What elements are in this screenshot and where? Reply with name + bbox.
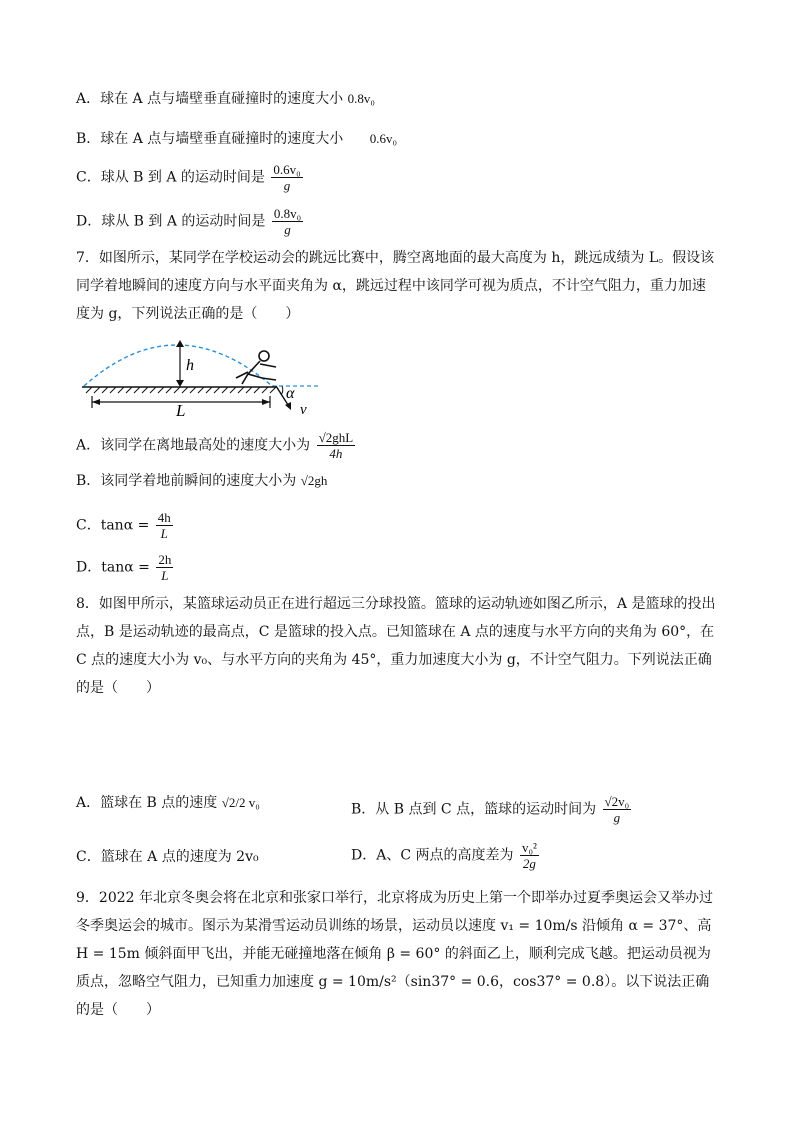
v-label: v (300, 402, 307, 418)
height-arrow-head-bottom (176, 380, 184, 387)
q6-option-b (76, 130, 397, 148)
fraction-numerator: √2v₀ (604, 794, 630, 809)
q7-option-b-value: √2gh (300, 473, 328, 488)
velocity-arrow-head (285, 402, 291, 410)
q8-stem: 8．如图甲所示，某篮球运动员正在进行超远三分球投篮。篮球的运动轨迹如图乙所示，A 是篮球的投出点，B 是运动轨迹的最高点，C 是篮球的投入点。已知篮球在 A 点的速度与水平方向的夹角为 60°，在 C 点的速度大小为 v₀、与水平方向的夹角为 45°，重力加速度大小为 g，不计空气阻力。下列说法正确的是（ ） (76, 596, 716, 696)
q6-option-a-text: A．球在 A 点与墙壁垂直碰撞时的速度大小 (76, 91, 344, 107)
q8-option-b (351, 794, 633, 825)
q6-option-a (76, 90, 375, 108)
q7-option-d (76, 552, 175, 583)
fraction-denominator: g (283, 178, 291, 193)
q8-option-d (351, 840, 541, 871)
distance-arrow-head-left (92, 399, 100, 405)
q8-option-a (76, 794, 260, 812)
q8-option-a-text: A．篮球在 B 点的速度 (76, 795, 218, 811)
q7-option-b (76, 472, 327, 490)
fraction-numerator: 2h (158, 552, 172, 567)
long-jump-diagram (76, 334, 336, 418)
fraction-denominator: L (161, 568, 169, 583)
q8-option-d-text: D．A、C 两点的高度差为 (351, 847, 514, 864)
q6-option-b-value: 0.6v₀ (369, 131, 398, 146)
height-arrow-head-top (176, 340, 184, 347)
fraction-denominator: g (284, 222, 291, 237)
q8-option-b-fraction (603, 794, 632, 825)
jumper-icon (236, 351, 276, 384)
q7-option-c (76, 510, 175, 541)
distance-arrow-head-right (262, 399, 270, 405)
q7-stem: 7．如图所示，某同学在学校运动会的跳远比赛中，腾空离地面的最大高度为 h，跳远成绩为 L。假设该同学着地瞬间的速度方向与水平面夹角为 α，跳远过程中该同学可视为质点，不计空气阻力，重力加速度为 g，下列说法正确的是（ ） (76, 250, 715, 322)
q7-option-a (76, 430, 357, 461)
q6-option-d (76, 206, 305, 237)
fraction-numerator: √2ghL (318, 430, 354, 445)
fraction-denominator: 4h (329, 446, 343, 461)
fraction-numerator: 4h (157, 510, 171, 525)
fraction-denominator: 2g (522, 856, 536, 871)
q7-option-b-text: B．该同学着地前瞬间的速度大小为 (76, 473, 297, 489)
q8-option-a-value: √2/2 v₀ (221, 795, 260, 810)
q8-option-c-text: C．篮球在 A 点的速度为 2v₀ (76, 849, 259, 865)
q6-option-c-fraction (271, 162, 302, 193)
ground-hatching (86, 387, 276, 393)
q7-option-a-fraction (317, 430, 356, 461)
q6-option-d-text: D．球从 B 到 A 的运动时间是 (76, 213, 266, 230)
q7-option-c-fraction (156, 510, 173, 541)
q6-option-d-fraction (272, 206, 303, 237)
fraction-denominator: L (160, 526, 168, 541)
q9-stem: 9．2022 年北京冬奥会将在北京和张家口举行，北京将成为历史上第一个即举办过夏季奥运会又举办过冬季奥运会的城市。图示为某滑雪运动员训练的场景，运动员以速度 v₁ = 10m/s 沿倾角 α = 37°、高 H = 15m 倾斜面甲飞出，并能无碰撞地落在倾角 β = 60° 的斜面乙上，顺利完成飞越。把运动员视为质点，忽略空气阻力，已知重力加速度 g = 10m/s²（sin37° = 0.6，cos37° = 0.8）。以下说法正确的是（ ） (76, 890, 713, 1018)
q6-option-c-text: C．球从 B 到 A 的运动时间是 (76, 169, 265, 186)
h-label: h (186, 357, 194, 374)
fraction-numerator: 0.6v₀ (273, 162, 301, 177)
L-label: L (176, 401, 186, 418)
q7-option-d-fraction (156, 552, 173, 583)
q6-option-a-value: 0.8v₀ (347, 91, 375, 106)
alpha-label: α (286, 385, 295, 402)
q8-option-d-fraction (520, 840, 539, 871)
fraction-numerator: v₀² (521, 840, 537, 855)
fraction-numerator: 0.8v₀ (273, 206, 302, 221)
q7-option-d-text: D．tanα = (76, 559, 150, 576)
q6-option-b-text: B．球在 A 点与墙壁垂直碰撞时的速度大小 (76, 131, 344, 147)
q8-option-c (76, 848, 259, 866)
q8-option-b-text: B．从 B 点到 C 点，篮球的运动时间为 (351, 801, 597, 818)
fraction-denominator: g (613, 810, 621, 825)
q7-option-a-text: A．该同学在离地最高处的速度大小为 (76, 437, 311, 454)
q6-option-c (76, 162, 305, 193)
q7-option-c-text: C．tanα = (76, 517, 150, 534)
